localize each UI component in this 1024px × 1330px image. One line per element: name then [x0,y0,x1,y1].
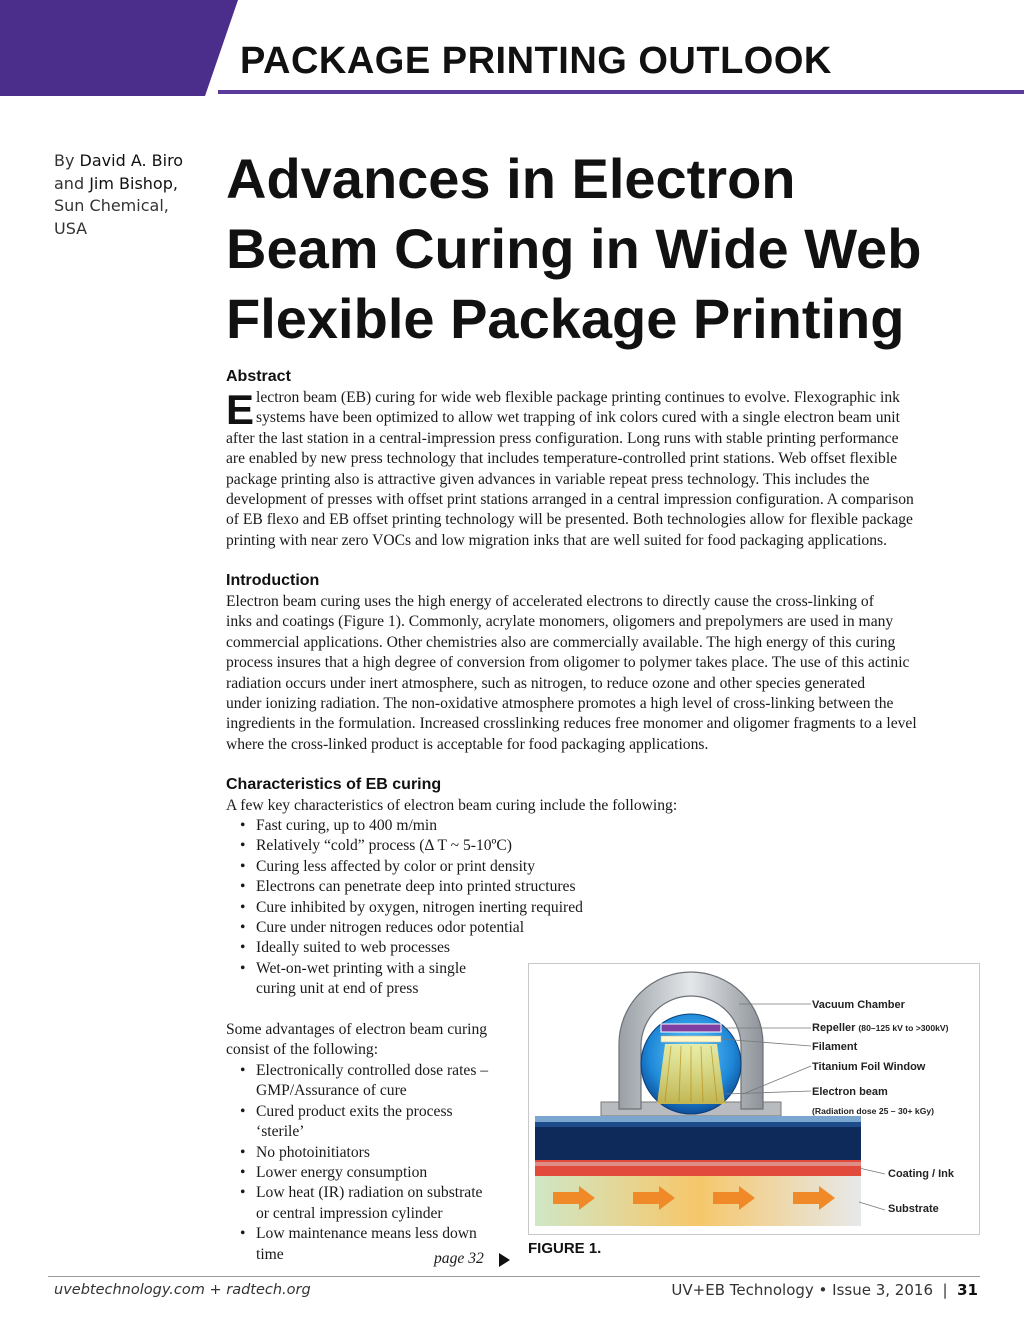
drop-cap: E [226,386,255,433]
process-zone [535,1122,861,1160]
author-organization: Sun Chemical, [54,196,169,215]
text-line: after the last station in a central-impression press configuration. Long runs with stable printing performance [226,429,899,447]
figure-eb-diagram [528,963,980,1235]
label-vacuum-chamber: Vacuum Chamber [812,999,905,1011]
figure-caption: FIGURE 1. [528,1240,602,1257]
text-line: printing with near zero VOCs and low migration inks that are well suited for food packaging applications. [226,531,887,549]
text-line: package printing also is attractive given advances in variable repeat press technology. This includes the [226,470,870,488]
triangle-right-icon [499,1253,510,1267]
characteristics-intro: A few key characteristics of electron beam curing include the following: [226,797,678,814]
text-line: process insures that a high degree of conversion from oligomer to polymer takes place. The use of this actinic [226,654,910,672]
continued-on-page-link[interactable]: page 32 [434,1250,484,1267]
label-titanium-foil-window: Titanium Foil Window [812,1061,926,1073]
label-filament: Filament [812,1041,858,1053]
label-substrate: Substrate [888,1203,939,1215]
page-number: 31 [957,1281,978,1299]
article-title [226,144,1016,354]
list-item: • Low heat (IR) radiation on substrate or central impression cylinder [240,1183,488,1224]
author-country: USA [54,218,88,238]
header-accent-tab [0,0,240,96]
label-repeller: Repeller (80–125 kV to >300kV) [812,1022,949,1034]
advantages-intro: Some advantages of electron beam curing consist of the following: [226,1021,488,1059]
list-item: • Cure inhibited by oxygen, nitrogen inerting required [240,898,583,918]
characteristics-heading: Characteristics of EB curing [226,776,442,793]
text-line: radiation occurs under inert atmosphere, such as nitrogen, to reduce ozone and other species generated [226,674,866,692]
repeller-plate [661,1024,721,1032]
title-line: Flexible Package Printing [226,287,905,350]
text-line: inks and coatings (Figure 1). Commonly, acrylate monomers, oligomers and prepolymers are used in many [226,613,894,631]
author-name: David A. Biro [79,151,184,170]
eb-unit-diagram [529,964,979,1234]
label-electron-beam: Electron beam [812,1086,888,1098]
label-coating-ink: Coating / Ink [888,1168,954,1180]
text-line: under ionizing radiation. The non-oxidative atmosphere promotes a high level of cross-linking between the [226,695,894,713]
list-item: • Curing less affected by color or print density [240,857,583,877]
text-line: systems have been optimized to allow wet trapping of ink colors cured with a single electron beam unit [256,409,900,427]
label-radiation-dose: (Radiation dose 25 – 30+ kGy) [812,1106,935,1116]
advantages-list [240,1061,488,1265]
byline-and: and [54,173,90,193]
footer-websites[interactable]: uvebtechnology.com + radtech.org [54,1282,311,1298]
list-item: • Wet-on-wet printing with a single curing unit at end of press [240,959,583,1000]
byline-by: By [54,151,80,170]
byline [54,150,214,240]
header-rule [218,90,1024,94]
abstract-heading: Abstract [226,368,291,385]
text-line: development of presses with offset print stations arranged in a central impression configuration. A comparison [226,491,914,509]
text-line: ingredients in the formulation. Increased crosslinking reduces free monomer and oligomer fragments to a level [226,715,917,733]
introduction-text [226,592,996,755]
text-line: commercial applications. Other chemistries also are commercially available. The high energy of this curing [226,633,896,651]
list-item: • Electronically controlled dose rates – GMP/Assurance of cure [240,1061,488,1102]
list-item: • Fast curing, up to 400 m/min [240,816,583,836]
title-line: Beam Curing in Wide Web [226,217,922,280]
text-line: where the cross-linked product is acceptable for food packaging applications. [226,735,709,753]
text-line: Electron beam curing uses the high energy of accelerated electrons to directly cause the cross-linking of [226,593,874,610]
list-item: • Low maintenance means less down time [240,1224,488,1265]
list-item: • Ideally suited to web processes [240,938,583,958]
titanium-foil-window [535,1116,861,1122]
list-item: • No photoinitiators [240,1143,488,1163]
list-item: • Cure under nitrogen reduces odor potential [240,918,583,938]
section-header: PACKAGE PRINTING OUTLOOK [240,40,832,82]
text-line: of EB flexo and EB offset printing technology will be presented. Both technologies allow for flexible package [226,511,913,529]
title-line: Advances in Electron [226,147,796,210]
filament [661,1036,721,1042]
introduction-heading: Introduction [226,572,320,589]
list-item: • Electrons can penetrate deep into printed structures [240,877,583,897]
footer-rule [48,1276,980,1277]
abstract-text [226,388,996,551]
footer-publication [671,1281,978,1299]
text-line: are enabled by new press technology that includes temperature-controlled print stations. Web offset flexible [226,450,898,468]
list-item: • Relatively “cold” process (Δ T ~ 5-10ºC) [240,836,583,856]
publication-issue: UV+EB Technology • Issue 3, 2016 | [671,1281,958,1299]
list-item: • Lower energy consumption [240,1163,488,1183]
author-name: Jim Bishop, [89,173,178,193]
list-item: • Cured product exits the process ‘sterile’ [240,1102,488,1143]
text-line: lectron beam (EB) curing for wide web flexible package printing continues to evolve. Flexographic ink [256,389,900,406]
